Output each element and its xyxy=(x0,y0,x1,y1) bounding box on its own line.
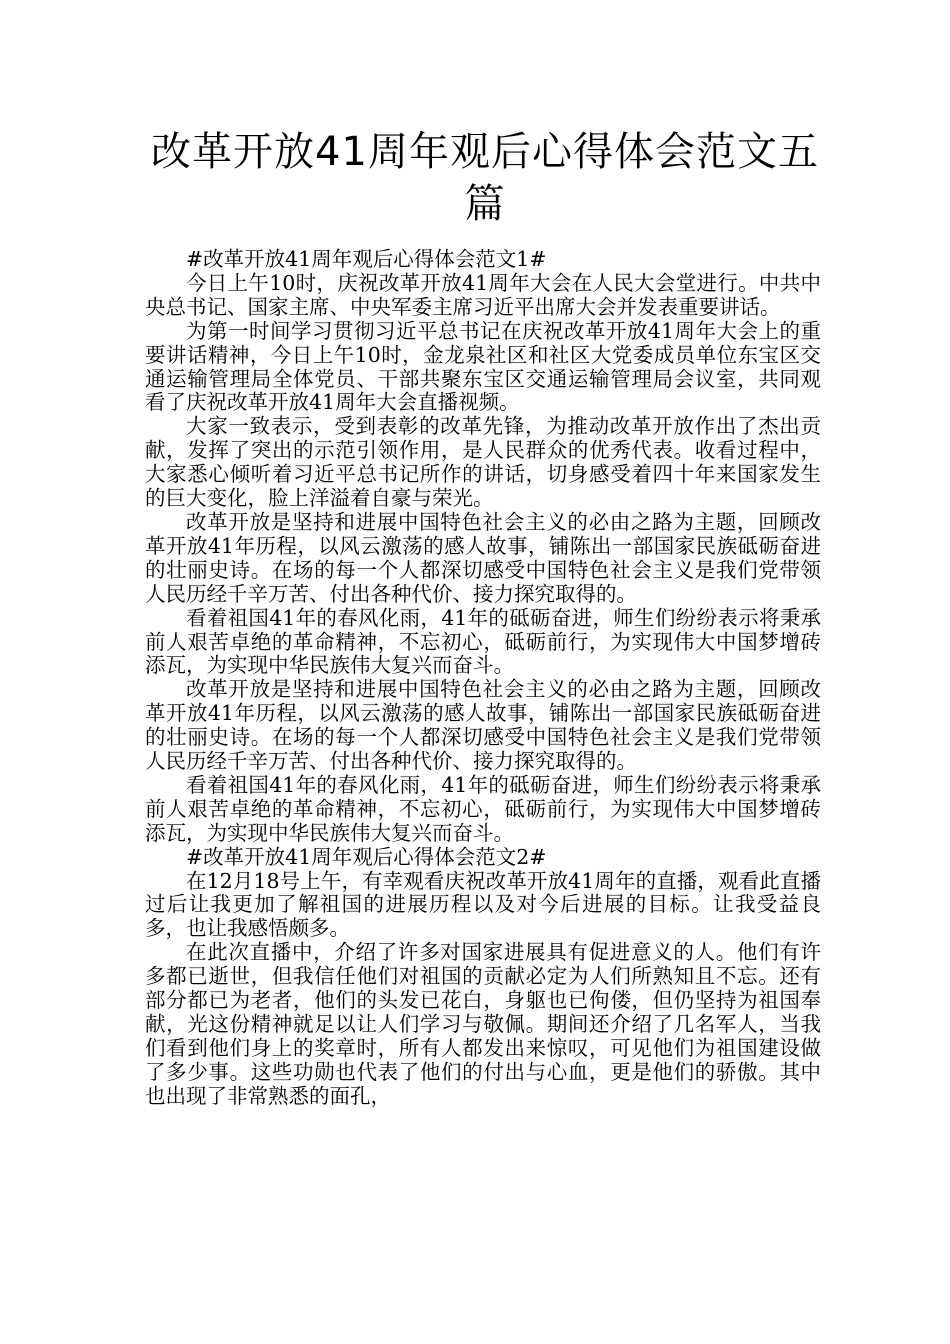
document-body xyxy=(145,248,821,1109)
section-heading-2: #改革开放41周年观后心得体会范文2# xyxy=(186,844,547,869)
paragraph: 在12月18号上午，有幸观看庆祝改革开放41周年的直播，观看此直播过后让我更加了解祖国的进展历程以及对今后进展的目标。让我受益良多，也让我感悟颇多。 xyxy=(145,868,821,941)
paragraph: 改革开放是坚持和进展中国特色社会主义的必由之路为主题，回顾改革开放41年历程，以风云激荡的感人故事，铺陈出一部国家民族砥砺奋进的壮丽史诗。在场的每一个人都深切感受中国特色社会主义是我们党带领人民历经千辛万苦、付出各种代价、接力探究取得的。 xyxy=(145,509,821,606)
paragraph: 看着祖国41年的春风化雨，41年的砥砺奋进，师生们纷纷表示将秉承前人艰苦卓绝的革命精神，不忘初心，砥砺前行，为实现伟大中国梦增砖添瓦，为实现中华民族伟大复兴而奋斗。 xyxy=(145,772,821,845)
paragraph: 改革开放是坚持和进展中国特色社会主义的必由之路为主题，回顾改革开放41年历程，以风云激荡的感人故事，铺陈出一部国家民族砥砺奋进的壮丽史诗。在场的每一个人都深切感受中国特色社会主义是我们党带领人民历经千辛万苦、付出各种代价、接力探究取得的。 xyxy=(145,677,821,774)
paragraph: 为第一时间学习贯彻习近平总书记在庆祝改革开放41周年大会上的重要讲话精神，今日上午10时，金龙泉社区和社区大党委成员单位东宝区交通运输管理局全体党员、干部共聚东宝区交通运输管理局会议室，共同观看了庆祝改革开放41周年大会直播视频。 xyxy=(145,318,821,415)
section-heading-1: #改革开放41周年观后心得体会范文1# xyxy=(186,247,547,271)
paragraph: 大家一致表示，受到表彰的改革先锋，为推动改革开放作出了杰出贡献，发挥了突出的示范引领作用，是人民群众的优秀代表。收看过程中，大家悉心倾听着习近平总书记所作的讲话，切身感受着四十年来国家发生的巨大变化，脸上洋溢着自豪与荣光。 xyxy=(145,414,821,511)
document-title: 改革开放41周年观后心得体会范文五篇 xyxy=(151,129,819,227)
paragraph: 今日上午10时，庆祝改革开放41周年大会在人民大会堂进行。中共中央总书记、国家主席、中央军委主席习近平出席大会并发表重要讲话。 xyxy=(145,270,821,319)
paragraph: 在此次直播中，介绍了许多对国家进展具有促进意义的人。他们有许多都已逝世，但我信任他们对祖国的贡献必定为人们所熟知且不忘。还有部分都已为老者，他们的头发已花白，身躯也已佝偻，但仍坚持为祖国奉献，光这份精神就足以让人们学习与敬佩。期间还介绍了几名军人，当我们看到他们身上的奖章时，所有人都发出来惊叹，可见他们为祖国建设做了多少事。这些功勋也代表了他们的付出与心血，更是他们的骄傲。其中也出现了非常熟悉的面孔， xyxy=(145,940,821,1108)
paragraph: 看着祖国41年的春风化雨，41年的砥砺奋进，师生们纷纷表示将秉承前人艰苦卓绝的革命精神，不忘初心，砥砺前行，为实现伟大中国梦增砖添瓦，为实现中华民族伟大复兴而奋斗。 xyxy=(145,605,821,678)
